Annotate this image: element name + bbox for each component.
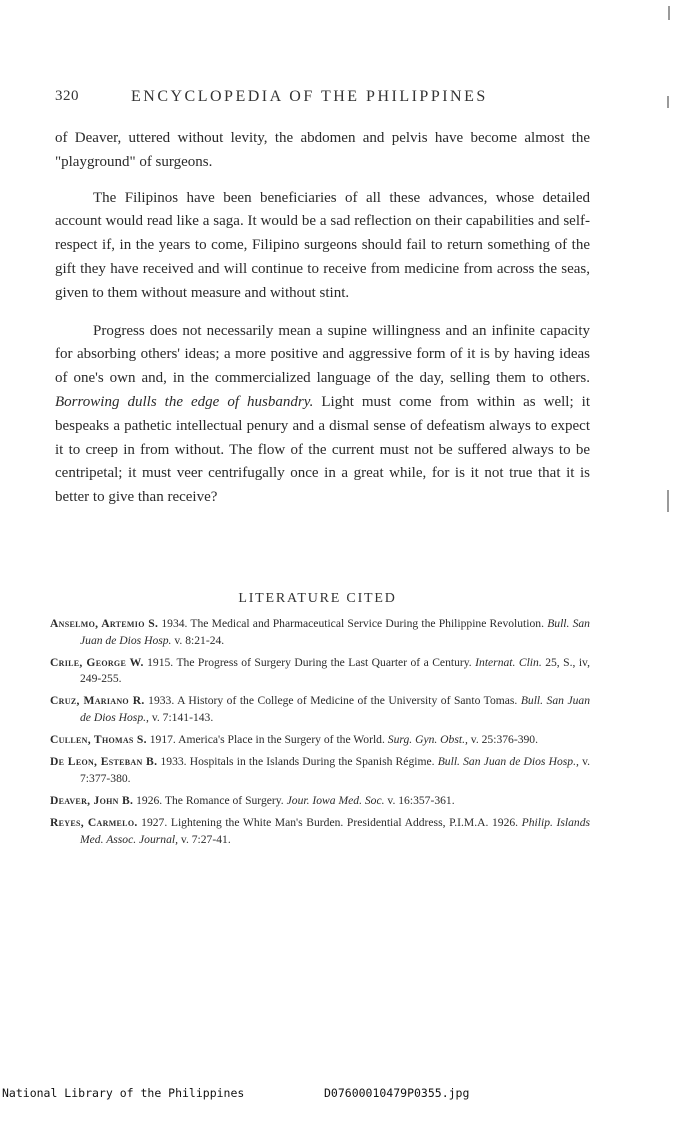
reference-journal: Bull. San Juan de Dios Hosp., (437, 755, 579, 769)
footer-caption (0, 1086, 676, 1100)
scan-edge-mark (667, 490, 669, 512)
reference-journal: Surg. Gyn. Obst., (387, 733, 468, 747)
paragraph-1: of Deaver, uttered without levity, the abdomen and pelvis have become almost the "playground" of surgeons. (55, 130, 590, 170)
reference-title: The Progress of Surgery During the Last Quarter of a Century. (176, 655, 472, 669)
reference-tail: v. 16:357-361. (387, 793, 455, 807)
reference-title: America's Place in the Surgery of the World. (178, 733, 385, 747)
reference-year: 1917. (149, 733, 176, 747)
reference-item (50, 732, 590, 749)
reference-author: Cullen, Thomas S. (50, 733, 147, 747)
scan-edge-mark (668, 6, 670, 20)
running-title: ENCYCLOPEDIA OF THE PHILIPPINES (131, 88, 488, 105)
reference-year: 1933. (148, 694, 175, 708)
reference-item (50, 815, 590, 848)
paragraph-3-start: Progress does not necessarily mean a supine willingness and an infinite capacity for absorbing others' ideas; a more positive and aggressive form of it is by having ideas of one's own and, in the commercialized language of the day, selling them to others. (55, 322, 590, 387)
reference-list (50, 616, 590, 854)
reference-item (50, 655, 590, 688)
reference-author: De Leon, Esteban B. (50, 755, 158, 769)
reference-tail: v. 7:377-380. (80, 755, 591, 785)
reference-author: Deaver, John B. (50, 793, 134, 807)
reference-tail: v. 25:376-390. (470, 733, 538, 747)
page-number: 320 (55, 88, 79, 104)
literature-heading: LITERATURE CITED (238, 591, 397, 606)
reference-journal: Bull. San Juan de Dios Hosp. (80, 617, 590, 647)
reference-item (50, 693, 590, 726)
reference-journal: Jour. Iowa Med. Soc. (286, 793, 385, 807)
reference-author: Cruz, Mariano R. (50, 694, 145, 708)
page-header (55, 88, 595, 110)
reference-tail: v. 7:141-143. (151, 710, 214, 724)
reference-item (50, 616, 590, 649)
reference-author: Anselmo, Artemio S. (50, 617, 159, 630)
reference-journal: Internat. Clin. (475, 655, 542, 669)
reference-author: Reyes, Carmelo. (50, 815, 138, 829)
reference-year: 1933. (160, 755, 187, 769)
reference-year: 1927. (141, 815, 168, 829)
reference-item (50, 793, 590, 810)
reference-title: Lightening the White Man's Burden. Presidential Address, P.I.M.A. 1926. (170, 815, 519, 829)
reference-year: 1915. (147, 655, 174, 669)
reference-title: The Medical and Pharmaceutical Service During the Philippine Revolution. (190, 617, 544, 630)
reference-title: A History of the College of Medicine of the University of Santo Tomas. (177, 694, 518, 708)
reference-journal: Bull. San Juan de Dios Hosp., (80, 694, 590, 724)
reference-tail: v. 8:21-24. (174, 633, 225, 647)
reference-journal: Philip. Islands Med. Assoc. Journal, (80, 815, 591, 846)
reference-tail: v. 7:27-41. (180, 832, 231, 846)
reference-item (50, 754, 590, 787)
reference-tail: 25, S., iv, 249-255. (80, 655, 590, 686)
paragraph-3-italic: Borrowing dulls the edge of husbandry. (55, 393, 314, 410)
reference-author: Crile, George W. (50, 655, 144, 669)
reference-year: 1926. (136, 793, 163, 807)
scan-edge-mark (667, 96, 669, 108)
reference-year: 1934. (161, 617, 188, 630)
reference-title: The Romance of Surgery. (164, 793, 284, 807)
image-filename: D07600010479P0355.jpg (324, 1086, 470, 1100)
body-text (55, 127, 590, 524)
reference-title: Hospitals in the Islands During the Spanish Régime. (189, 755, 435, 769)
library-name: National Library of the Philippines (2, 1086, 245, 1100)
paragraph-2: The Filipinos have been beneficiaries of all these advances, whose detailed account would read like a saga. It would be a sad reflection on their capabilities and self-respect if, in the years to come, Filipino surgeons should fail to return something of the gift they have received and will continue to receive from medicine from across the seas, given to them without measure and without stint. (55, 189, 590, 301)
paragraph-3 (55, 320, 590, 510)
paragraph-3-end: Light must come from within as well; it bespeaks a pathetic intellectual penury and a dismal sense of defeatism always to expect it to creep in from without. The flow of the current must not be suffered always to be centripetal; it must veer centrifugally once in a great while, for is it not true that it is better to give than receive? (55, 393, 591, 506)
